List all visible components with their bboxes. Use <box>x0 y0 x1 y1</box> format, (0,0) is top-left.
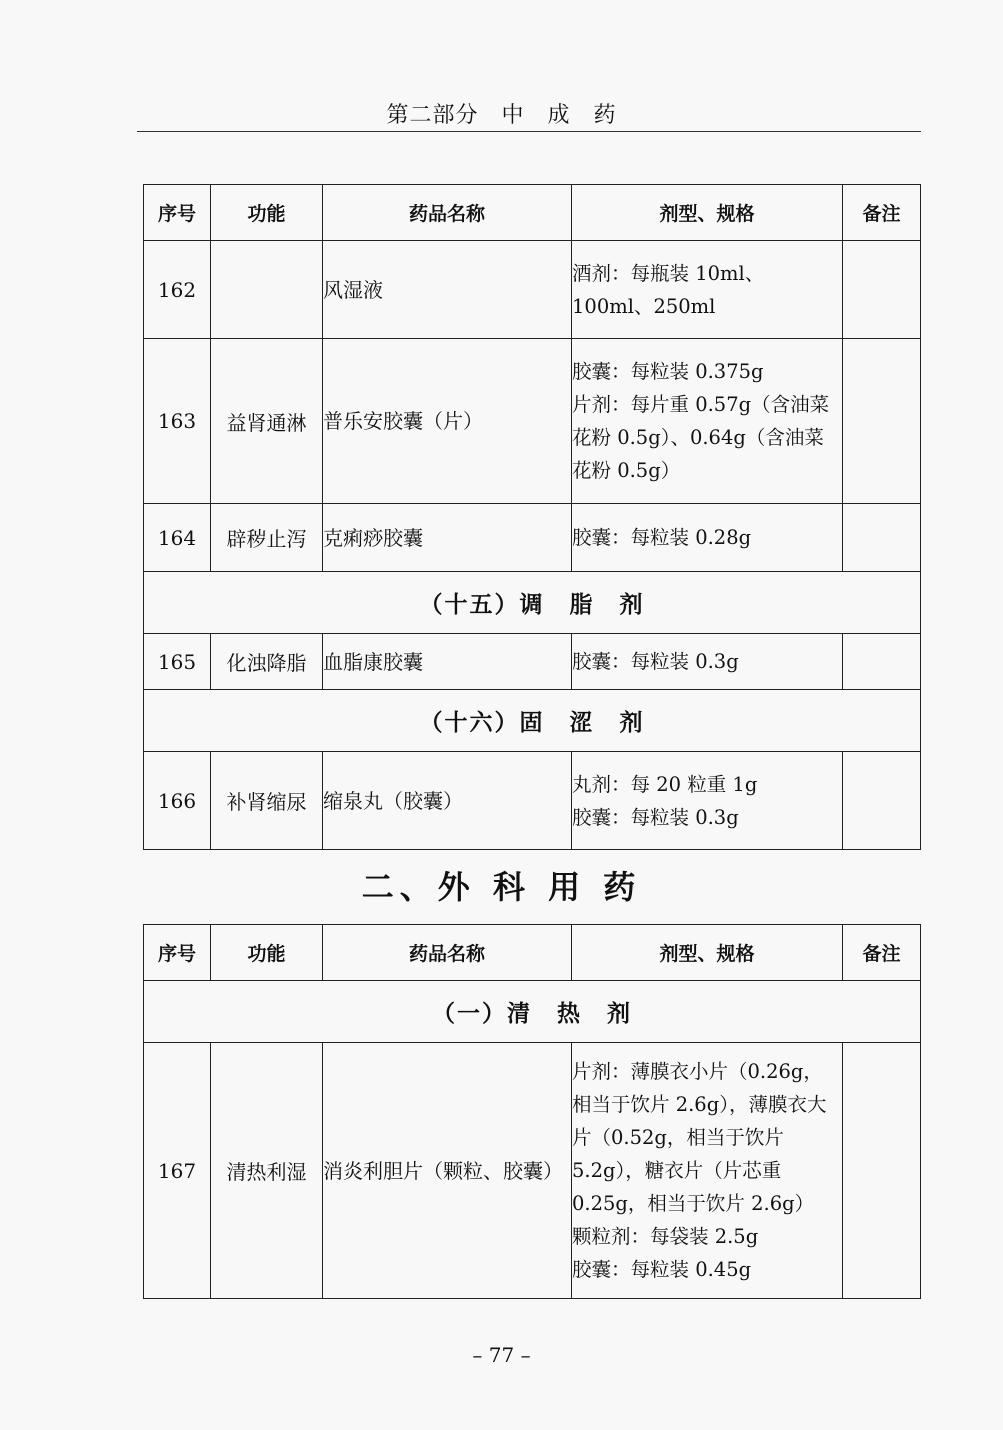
col-header-no: 序号 <box>144 925 211 981</box>
row-note <box>843 1043 921 1299</box>
section-heading: （十六）固 涩 剂 <box>144 690 921 752</box>
col-header-note: 备注 <box>843 185 921 241</box>
row-no: 164 <box>144 504 211 572</box>
section-heading: （十五）调 脂 剂 <box>144 572 921 634</box>
row-spec: 片剂：薄膜衣小片（0.26g，相当于饮片 2.6g），薄膜衣大片（0.52g，相当于饮片 5.2g），糖衣片（片芯重 0.25g，相当于饮片 2.6g） 颗粒剂：每袋装 2.5g 胶囊：每粒装 0.45g <box>572 1043 843 1299</box>
row-spec: 酒剂：每瓶装 10ml、100ml、250ml <box>572 241 843 339</box>
row-no: 167 <box>144 1043 211 1299</box>
row-function: 化浊降脂 <box>211 634 323 690</box>
row-function: 益肾通淋 <box>211 339 323 504</box>
col-header-spec: 剂型、规格 <box>572 925 843 981</box>
col-header-function: 功能 <box>211 185 323 241</box>
col-header-spec: 剂型、规格 <box>572 185 843 241</box>
col-header-note: 备注 <box>843 925 921 981</box>
row-spec: 胶囊：每粒装 0.375g 片剂：每片重 0.57g（含油菜花粉 0.5g）、0.64g（含油菜花粉 0.5g） <box>572 339 843 504</box>
row-drug-name: 缩泉丸（胶囊） <box>323 752 572 850</box>
row-no: 162 <box>144 241 211 339</box>
col-header-name: 药品名称 <box>323 925 572 981</box>
row-drug-name: 风湿液 <box>323 241 572 339</box>
section-row <box>144 690 921 752</box>
row-function: 补肾缩尿 <box>211 752 323 850</box>
table-header-row <box>144 925 921 981</box>
row-no: 165 <box>144 634 211 690</box>
section-row <box>144 981 921 1043</box>
row-function <box>211 241 323 339</box>
row-spec: 胶囊：每粒装 0.28g <box>572 504 843 572</box>
row-note <box>843 241 921 339</box>
row-spec: 丸剂：每 20 粒重 1g 胶囊：每粒装 0.3g <box>572 752 843 850</box>
page-number: – 77 – <box>472 1343 531 1367</box>
row-drug-name: 血脂康胶囊 <box>323 634 572 690</box>
running-header: 第二部分 中 成 药 <box>386 103 617 128</box>
section-row <box>144 572 921 634</box>
row-function: 辟秽止泻 <box>211 504 323 572</box>
table-row <box>144 1043 921 1299</box>
header-rule <box>137 131 921 132</box>
drug-table-1 <box>143 184 921 850</box>
row-note <box>843 634 921 690</box>
row-note <box>843 504 921 572</box>
table-header-row <box>144 185 921 241</box>
row-no: 163 <box>144 339 211 504</box>
drug-table-2 <box>143 924 921 1299</box>
table-row <box>144 634 921 690</box>
table-row <box>144 752 921 850</box>
col-header-no: 序号 <box>144 185 211 241</box>
section-heading: （一）清 热 剂 <box>144 981 921 1043</box>
row-drug-name: 克痢痧胶囊 <box>323 504 572 572</box>
row-drug-name: 消炎利胆片（颗粒、胶囊） <box>323 1043 572 1299</box>
col-header-function: 功能 <box>211 925 323 981</box>
table-row <box>144 504 921 572</box>
row-no: 166 <box>144 752 211 850</box>
table-row <box>144 339 921 504</box>
row-spec: 胶囊：每粒装 0.3g <box>572 634 843 690</box>
row-note <box>843 339 921 504</box>
table-row <box>144 241 921 339</box>
row-drug-name: 普乐安胶囊（片） <box>323 339 572 504</box>
row-note <box>843 752 921 850</box>
row-function: 清热利湿 <box>211 1043 323 1299</box>
col-header-name: 药品名称 <box>323 185 572 241</box>
part-title: 二、外 科 用 药 <box>361 868 642 906</box>
